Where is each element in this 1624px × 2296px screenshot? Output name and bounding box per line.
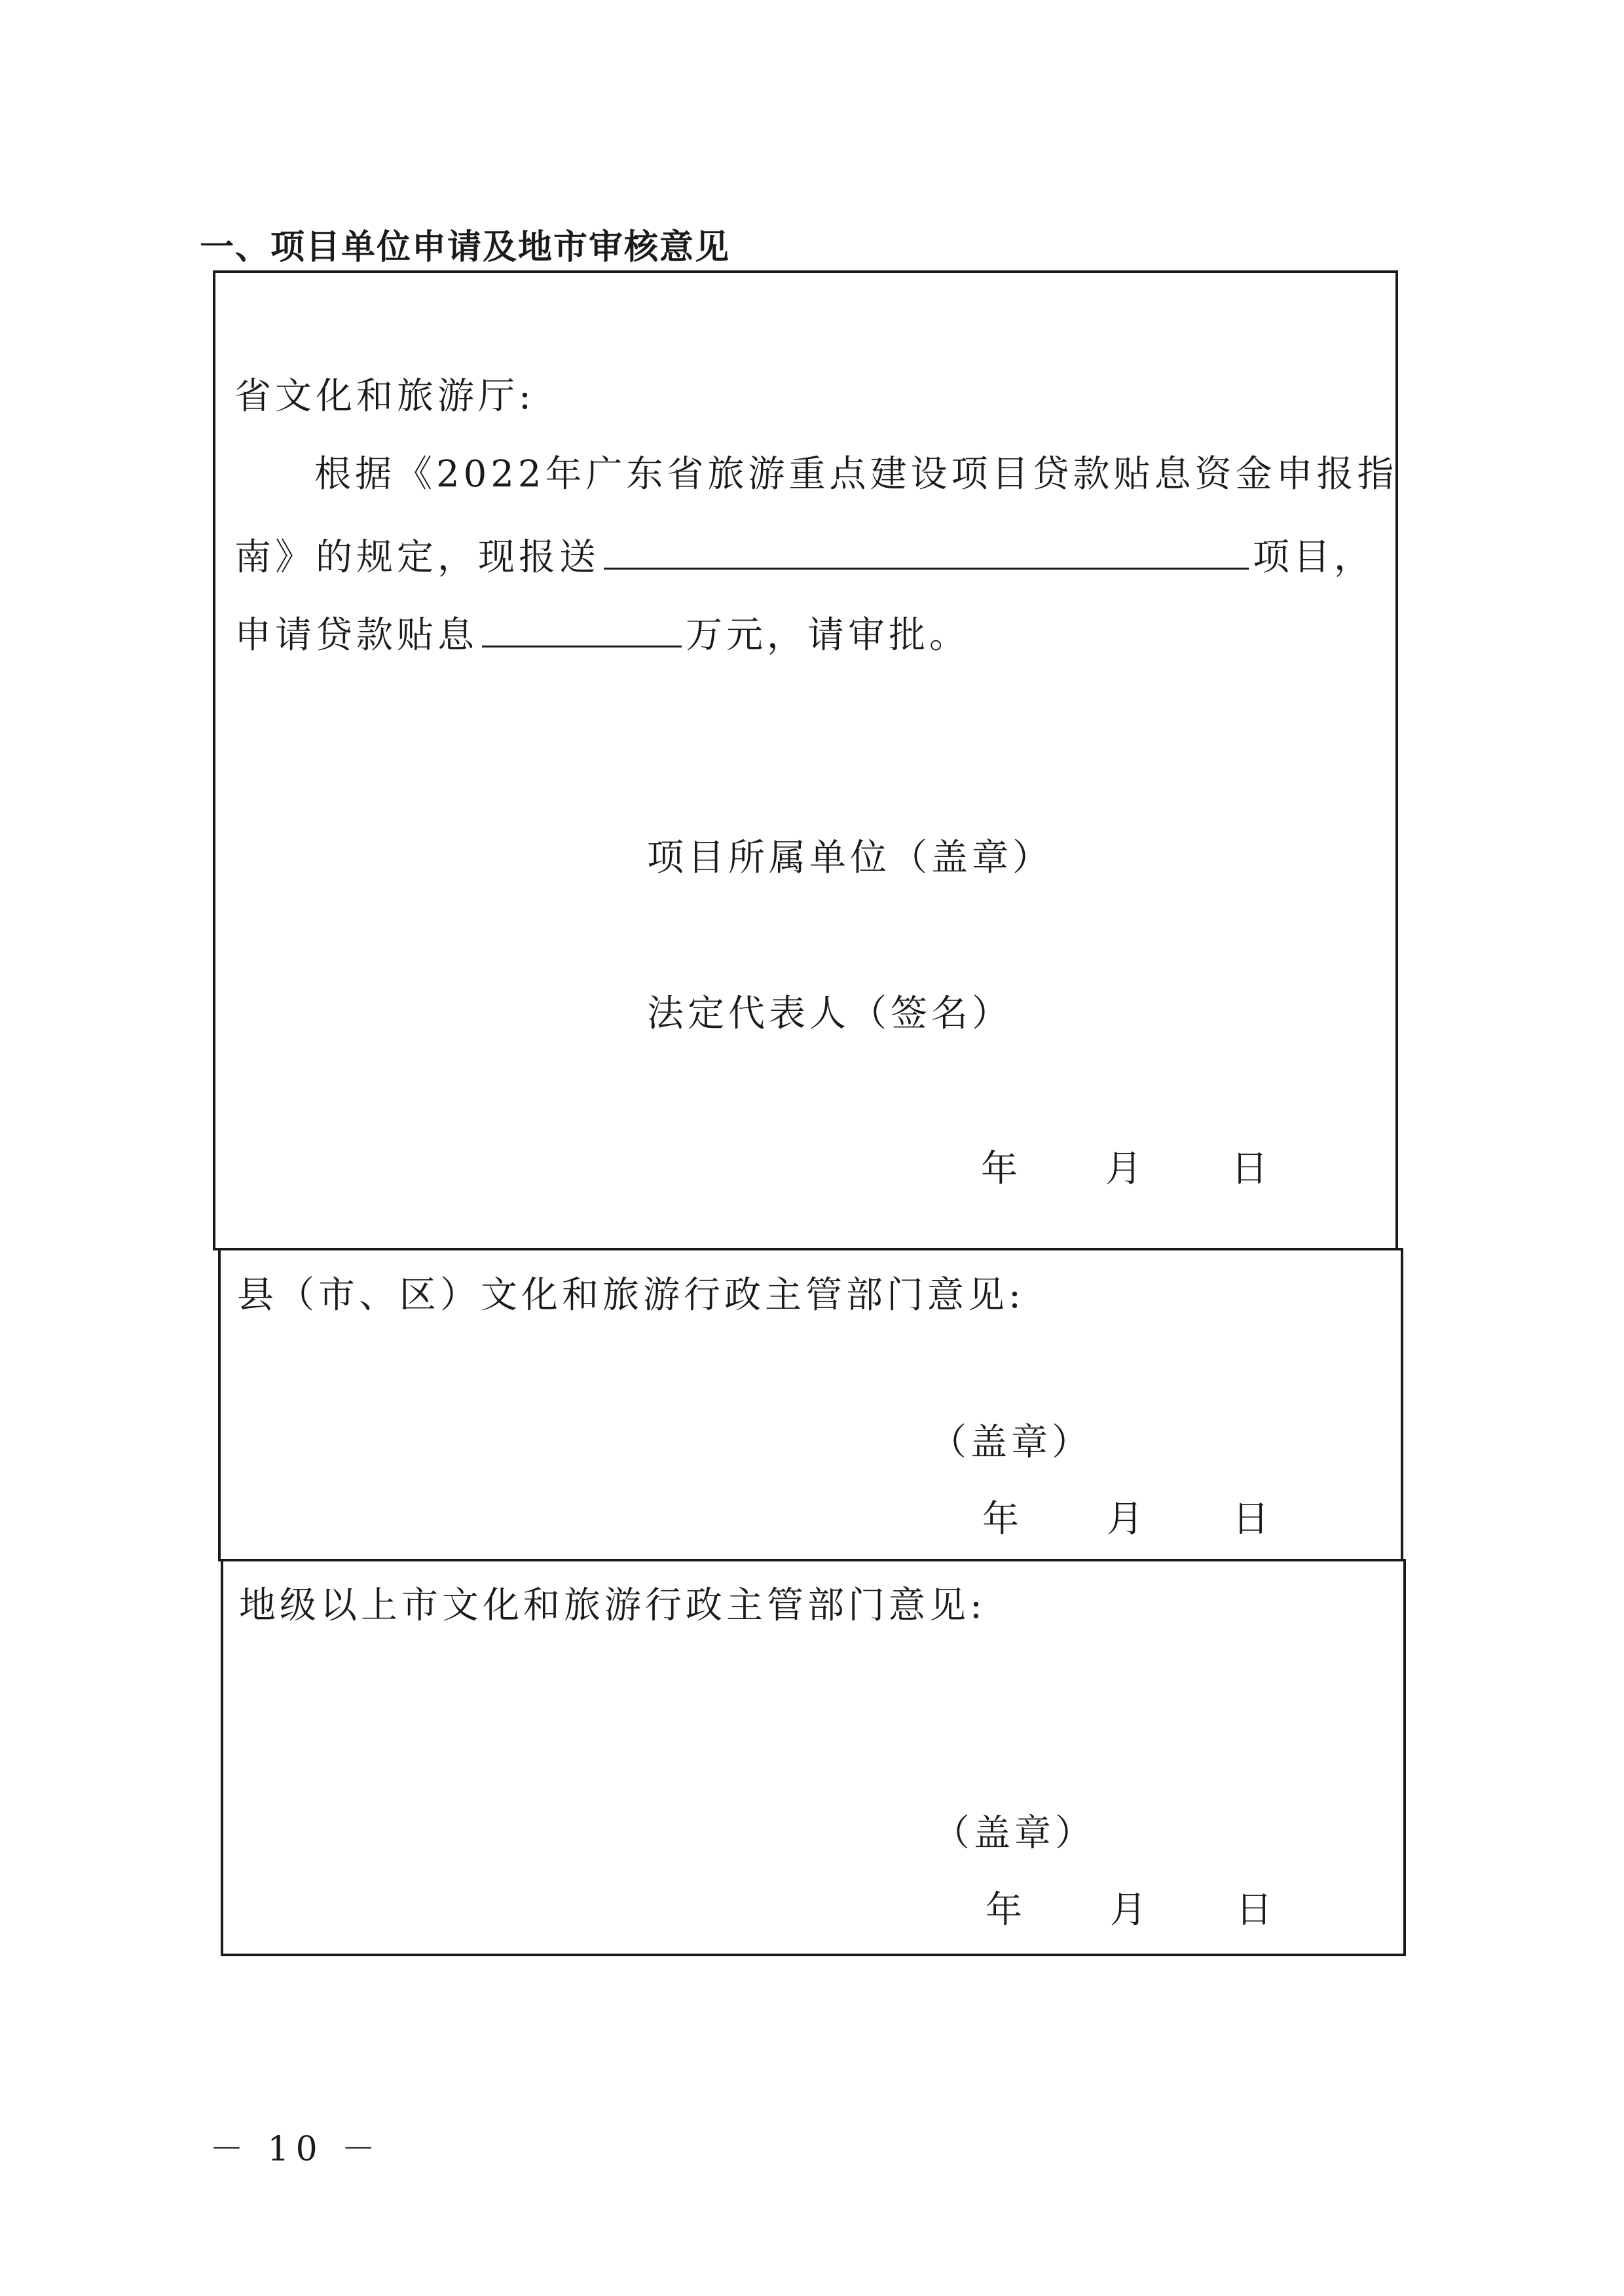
body-line-3-prefix: 申请贷款贴息 <box>234 614 478 657</box>
body-line-3-suffix: 万元，请审批。 <box>686 614 970 657</box>
city-date-year-label: 年 <box>986 1889 1026 1931</box>
section-heading: 一、项目单位申请及地市审核意见 <box>200 228 731 267</box>
county-date-year-label: 年 <box>982 1498 1023 1540</box>
project-name-field[interactable] <box>604 534 1249 570</box>
county-date-month-label: 月 <box>1107 1498 1147 1540</box>
city-seal-label: （盖章） <box>933 1812 1096 1855</box>
body-line-2 <box>234 534 1375 579</box>
date-month-label: 月 <box>1105 1148 1146 1190</box>
unit-seal-label: 项目所属单位（盖章） <box>647 837 1053 879</box>
body-line-2-suffix: 项目， <box>1253 536 1375 579</box>
city-opinion-title: 地级以上市文化和旅游行政主管部门意见: <box>239 1584 986 1627</box>
city-date-day-label: 日 <box>1236 1889 1276 1931</box>
county-opinion-title: 县（市、区）文化和旅游行政主管部门意见: <box>237 1274 1025 1317</box>
body-line-1: 根据《2022年广东省旅游重点建设项目贷款贴息资金申报指 <box>314 453 1398 496</box>
county-date-day-label: 日 <box>1232 1498 1273 1540</box>
date-day-label: 日 <box>1231 1148 1272 1190</box>
body-line-3 <box>234 611 970 657</box>
county-seal-label: （盖章） <box>930 1421 1092 1464</box>
date-year-label: 年 <box>981 1148 1022 1190</box>
body-line-2-prefix: 南》的规定，现报送 <box>234 536 600 579</box>
page-number: － 10 － <box>210 2130 382 2169</box>
city-date-month-label: 月 <box>1110 1889 1151 1931</box>
legal-rep-label: 法定代表人（签名） <box>647 993 1012 1035</box>
salutation: 省文化和旅游厅: <box>234 375 535 418</box>
subsidy-amount-field[interactable] <box>482 611 682 647</box>
